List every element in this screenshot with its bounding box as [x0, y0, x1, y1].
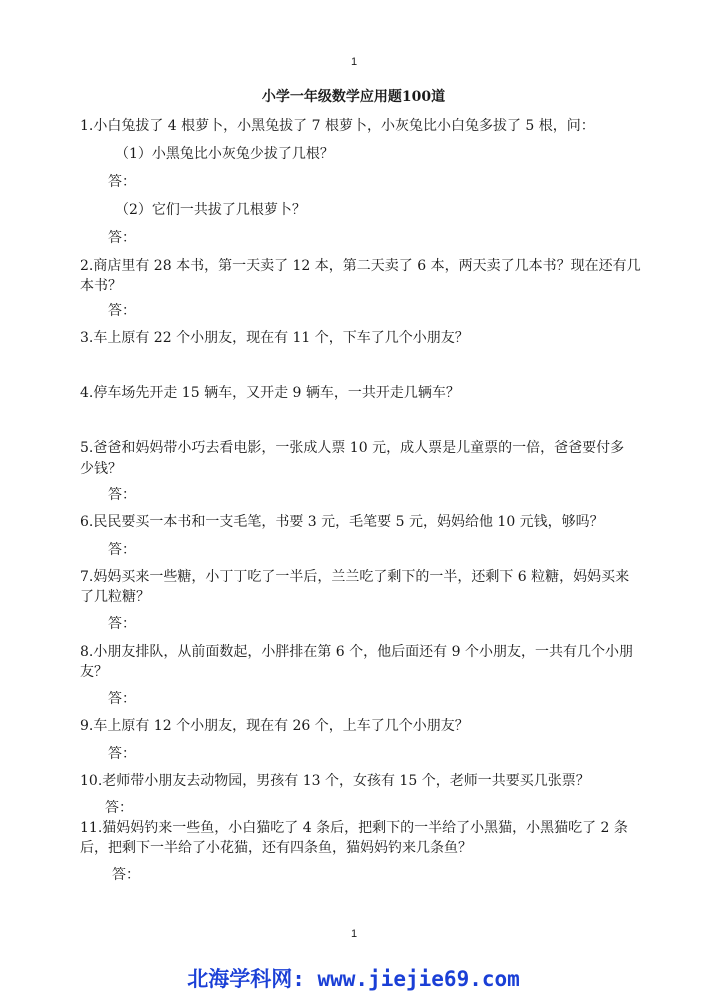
- question-line: 2.商店里有 28 本书，第一天卖了 12 本，第二天卖了 6 本，两天卖了几本书？现在还有几: [80, 258, 641, 274]
- answer-label: 答：: [108, 542, 136, 558]
- answer-label: 答：: [112, 867, 140, 883]
- question-line: 少钱？: [80, 461, 122, 477]
- sub-question-line: （2）它们一共拔了几根萝卜？: [115, 202, 306, 218]
- page-title: 小学一年级数学应用题100道: [261, 89, 446, 105]
- question-line: 4.停车场先开走 15 辆车，又开走 9 辆车，一共开走几辆车？: [80, 385, 460, 401]
- answer-label: 答：: [108, 616, 136, 632]
- question-line: 9.车上原有 12 个小朋友，现在有 26 个，上车了几个小朋友？: [80, 718, 469, 734]
- footer-watermark: 北海学科网: www.jiejie69.com: [187, 967, 520, 991]
- question-line: 3.车上原有 22 个小朋友，现在有 11 个，下车了几个小朋友？: [80, 330, 469, 346]
- answer-label: 答：: [108, 230, 136, 246]
- answer-label: 答：: [108, 303, 136, 319]
- question-line: 11.猫妈妈钓来一些鱼，小白猫吃了 4 条后，把剩下的一半给了小黑猫，小黑猫吃了 2 条: [80, 820, 628, 836]
- page-number-top: 1: [351, 56, 358, 68]
- question-line: 8.小朋友排队，从前面数起，小胖排在第 6 个，他后面还有 9 个小朋友，一共有几个小朋: [80, 644, 633, 660]
- answer-label: 答：: [108, 746, 136, 762]
- question-line: 7.妈妈买来一些糖，小丁丁吃了一半后，兰兰吃了剩下的一半，还剩下 6 粒糖，妈妈买来: [80, 569, 630, 585]
- answer-label: 答：: [105, 800, 133, 816]
- question-line: 5.爸爸和妈妈带小巧去看电影，一张成人票 10 元，成人票是儿童票的一倍，爸爸要付多: [80, 440, 625, 456]
- question-line: 10.老师带小朋友去动物园，男孩有 13 个，女孩有 15 个，老师一共要买几张票？: [80, 773, 590, 789]
- answer-label: 答：: [108, 691, 136, 707]
- question-line: 6.民民要买一本书和一支毛笔，书要 3 元，毛笔要 5 元，妈妈给他 10 元钱，够吗？: [80, 514, 604, 530]
- answer-label: 答：: [108, 174, 136, 190]
- page-number-bottom: 1: [351, 928, 358, 940]
- question-line: 后，把剩下一半给了小花猫，还有四条鱼，猫妈妈钓来几条鱼？: [80, 840, 472, 856]
- question-line: 本书？: [80, 278, 122, 294]
- question-line: 友？: [80, 664, 108, 680]
- question-line: 了几粒糖？: [80, 589, 150, 605]
- sub-question-line: （1）小黑兔比小灰兔少拔了几根？: [115, 146, 334, 162]
- question-line: 1.小白兔拔了 4 根萝卜，小黑兔拔了 7 根萝卜，小灰兔比小白兔多拔了 5 根，问：: [80, 118, 595, 134]
- answer-label: 答：: [108, 487, 136, 503]
